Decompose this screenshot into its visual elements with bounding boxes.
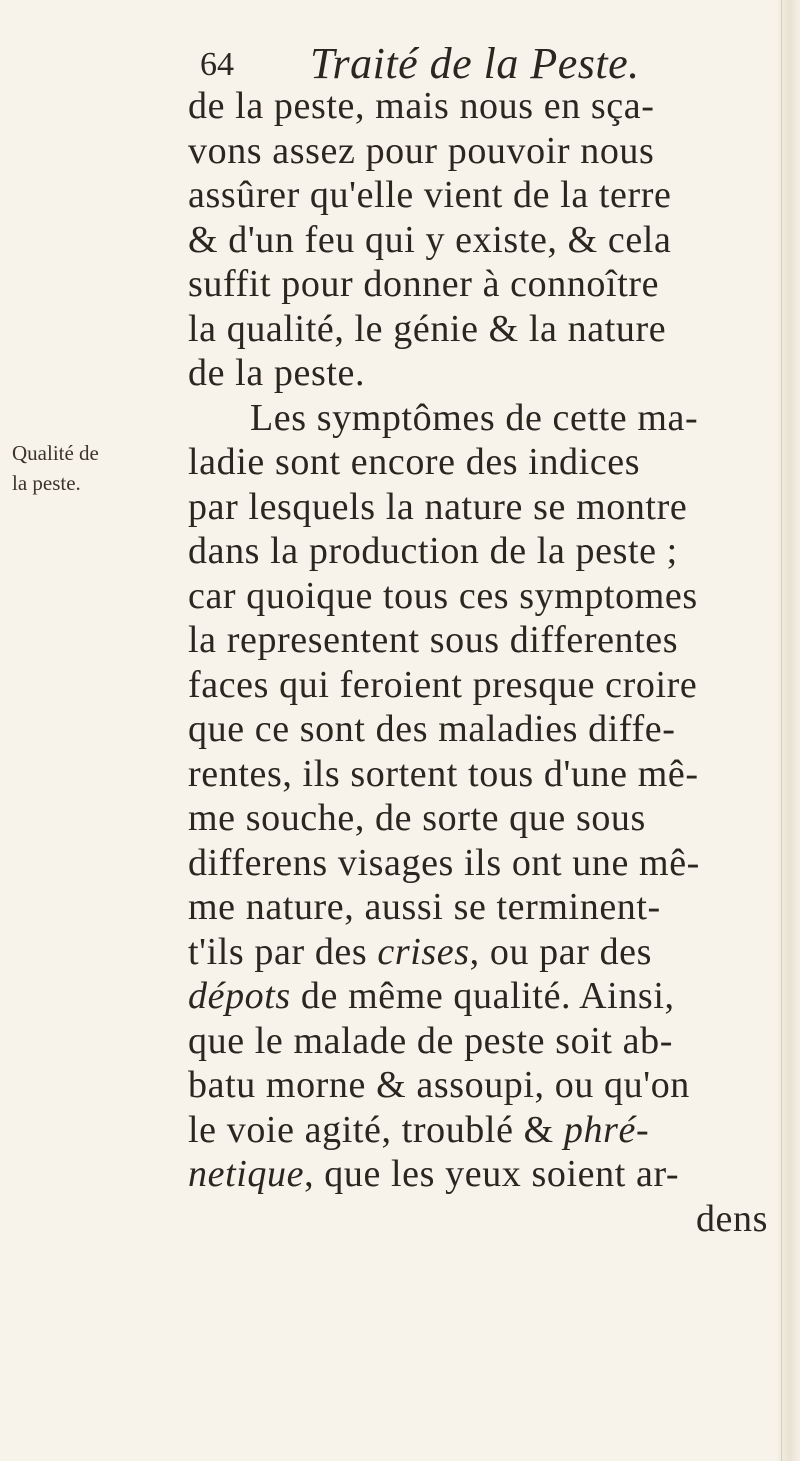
text-line bbox=[188, 1108, 768, 1153]
text-segment: vons assez pour pouvoir nous bbox=[188, 129, 655, 172]
italic-term: netique bbox=[188, 1153, 305, 1195]
margin-note-line: la peste. bbox=[12, 471, 81, 495]
text-line bbox=[188, 885, 768, 930]
italic-term: phré- bbox=[563, 1108, 650, 1151]
text-line bbox=[188, 974, 768, 1019]
italic-term: dépots bbox=[188, 975, 291, 1017]
text-line bbox=[188, 1019, 768, 1064]
text-line bbox=[188, 262, 768, 307]
text-line bbox=[188, 796, 768, 841]
text-line bbox=[188, 485, 768, 530]
text-line bbox=[188, 440, 768, 485]
text-segment: me nature, aussi se terminent- bbox=[188, 886, 661, 928]
text-line bbox=[188, 307, 768, 352]
text-line bbox=[188, 707, 768, 752]
text-line bbox=[188, 663, 768, 708]
text-line bbox=[188, 84, 768, 129]
text-line bbox=[188, 618, 768, 663]
text-segment: , que les yeux soient ar- bbox=[304, 1153, 680, 1195]
text-segment: que ce sont des maladies diffe- bbox=[188, 708, 676, 750]
text-segment: batu morne & assoupi, ou qu'on bbox=[188, 1064, 690, 1106]
text-segment: rentes, ils sortent tous d'une mê- bbox=[188, 752, 699, 795]
text-segment: car quoique tous ces symptomes bbox=[188, 574, 698, 617]
text-line bbox=[188, 841, 768, 886]
text-segment: ladie sont encore des indices bbox=[188, 441, 641, 483]
italic-term: crises bbox=[377, 930, 470, 973]
text-segment: la qualité, le génie & la nature bbox=[188, 307, 667, 350]
text-segment: Les symptômes de cette ma- bbox=[250, 396, 699, 439]
text-segment: me souche, de sorte que sous bbox=[188, 797, 646, 839]
page-edge-line bbox=[781, 0, 782, 1461]
text-segment: & d'un feu qui y existe, & cela bbox=[188, 218, 672, 261]
text-segment: t'ils par des bbox=[188, 930, 378, 973]
text-line bbox=[188, 396, 768, 441]
text-segment: le voie agité, troublé & bbox=[188, 1108, 564, 1151]
text-line bbox=[188, 129, 768, 174]
text-segment: de la peste, mais nous en sça- bbox=[188, 85, 655, 127]
text-line bbox=[188, 1063, 768, 1108]
text-segment: de la peste. bbox=[188, 352, 366, 394]
text-segment: , ou par des bbox=[469, 930, 653, 973]
text-segment: differens visages ils ont une mê- bbox=[188, 841, 700, 884]
text-body bbox=[188, 84, 768, 1241]
text-segment: faces qui feroient presque croire bbox=[188, 663, 698, 706]
text-segment: que le malade de peste soit ab- bbox=[188, 1019, 673, 1062]
text-segment: par lesquels la nature se montre bbox=[188, 485, 688, 528]
text-line bbox=[188, 574, 768, 619]
text-line bbox=[188, 930, 768, 975]
margin-note-line: Qualité de bbox=[12, 441, 99, 465]
running-title: Traité de la Peste. bbox=[310, 39, 640, 88]
text-segment: assûrer qu'elle vient de la terre bbox=[188, 174, 672, 216]
page-header bbox=[200, 38, 760, 88]
text-segment: suffit pour donner à connoître bbox=[188, 263, 660, 305]
text-line bbox=[188, 1152, 768, 1197]
text-line bbox=[188, 529, 768, 574]
text-segment: dans la production de la peste ; bbox=[188, 530, 678, 572]
text-line bbox=[188, 351, 768, 396]
text-line bbox=[188, 752, 768, 797]
text-line bbox=[188, 218, 768, 263]
text-segment: la representent sous differentes bbox=[188, 619, 679, 661]
text-segment: de même qualité. Ainsi, bbox=[290, 975, 675, 1017]
page-number: 64 bbox=[200, 46, 234, 83]
margin-note bbox=[12, 438, 172, 498]
text-line bbox=[188, 1197, 768, 1242]
text-segment: dens bbox=[695, 1197, 768, 1240]
text-line bbox=[188, 173, 768, 218]
